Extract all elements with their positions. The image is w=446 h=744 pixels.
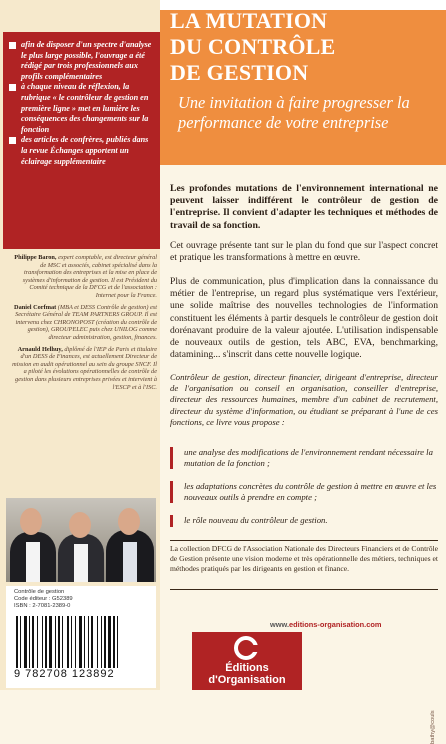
square-bullet-icon	[9, 42, 16, 49]
barcode-bar	[79, 616, 82, 668]
barcode-bar	[42, 616, 43, 668]
publisher-website[interactable]: www.editions-organisation.com	[270, 620, 382, 629]
barcode-bar	[108, 616, 111, 668]
features-box	[3, 32, 160, 249]
author-bio: Arnauld Helhuy, diplômé de l'IEP de Paris et titulaire d'un DESS de Finances, est actuellement Directeur de mission en audit opérationnel au sein du groupe SNCF. Il a piloté les évolutions opérationnelles de contrôle de gestion dans plusieurs entreprises privées et intervient à l'ESCP et à l'ISC.	[12, 345, 157, 391]
barcode-bar	[88, 616, 89, 668]
barcode-bar	[113, 616, 115, 668]
offer-item: une analyse des modifications de l'environnement rendant nécessaire la mutation de la fonction ;	[170, 447, 438, 469]
authors-photo	[6, 498, 156, 582]
offer-list	[170, 447, 438, 527]
intro-paragraph: Les profondes mutations de l'environnement international ne peuvent laisser indifférent le contrôleur de gestion de l'entreprise. Il convient d'adapter les techniques et méthodes de travail de sa fonction.	[170, 183, 438, 231]
barcode-bar	[104, 616, 106, 668]
offer-item: les adaptations concrètes du contrôle de gestion à mettre en œuvre et les nouveaux outils à prendre en compte ;	[170, 481, 438, 503]
divider	[170, 540, 438, 541]
barcode-bar	[32, 616, 34, 668]
square-bullet-icon	[9, 84, 16, 91]
feature-item: des articles de confrères, publiés dans la revue Échanges apportent un éclairage supplémentaire	[7, 135, 154, 167]
barcode-bar	[49, 616, 52, 668]
collection-note: La collection DFCG de l'Association Nationale des Directeurs Financiers et de Contrôle de Gestion présente une vision moderne et très opérationnelle des métiers, techniques et méthodes pratiqués par les dirigeants en gestion et finance.	[170, 544, 438, 573]
left-column	[0, 0, 160, 690]
barcode-bar	[55, 616, 56, 668]
barcode-bar	[62, 616, 63, 668]
shirt	[123, 542, 137, 582]
barcode-bar	[101, 616, 102, 668]
authors-bios	[10, 254, 157, 395]
barcode-panel	[6, 586, 156, 688]
publisher-logo-icon	[234, 636, 258, 660]
shirt	[26, 542, 40, 582]
barcode-bar	[37, 616, 38, 668]
offer-item: le rôle nouveau du contrôleur de gestion.	[170, 515, 438, 527]
author-head	[20, 508, 42, 535]
red-bar-icon	[170, 447, 173, 469]
barcode-bars	[16, 616, 141, 668]
title-line: DU CONTRÔLE	[170, 34, 336, 59]
red-bar-icon	[170, 515, 173, 527]
audience-paragraph: Contrôleur de gestion, directeur financier, dirigeant d'entreprise, directeur de l'organisation ou conseil en organisation, conseiller d'entreprise, directeur des ressources humaines, membre d'un cabinet de recrutement, directeur du système d'information, ou étudiant se préparant à l'une de ces fonctions, ce livre vous propose :	[170, 372, 438, 427]
barcode-info: Contrôle de gestion Code éditeur : G52389 ISBN : 2-7081-2389-0	[14, 589, 73, 609]
barcode-bar	[91, 616, 93, 668]
publisher-name: d'Organisation	[208, 674, 286, 686]
title-line: DE GESTION	[170, 60, 309, 85]
publisher-name: Éditions	[225, 662, 269, 674]
barcode-bar	[20, 616, 21, 668]
barcode-bar	[67, 616, 69, 668]
title-line: LA MUTATION	[170, 8, 328, 33]
isbn-number: 9 782708 123892	[14, 668, 115, 680]
body-paragraph: Cet ouvrage présente tant sur le plan du fond que sur l'aspect concret et pratique les transformations à mettre en œuvre.	[170, 240, 438, 264]
barcode-bar	[29, 616, 30, 668]
divider	[170, 589, 438, 590]
barcode-bar	[45, 616, 47, 668]
feature-item: afin de disposer d'un spectre d'analyse le plus large possible, l'ouvrage a été rédigé par trois professionnels aux profils complémentaires	[7, 40, 154, 82]
publisher-logo	[192, 632, 302, 690]
barcode-bar	[58, 616, 60, 668]
barcode-bar	[16, 616, 18, 668]
author-bio: Daniel Corfmat (MBA et DESS Contrôle de gestion) est Secrétaire Général de TEAM PARTNERS GROUP. Il est intervenu chez CHRONOPOST (création du contrôle de gestion), GROUPELEC puis chez UNILOG comme directeur administration, gestion, finances.	[14, 303, 157, 341]
body-paragraph: Plus de communication, plus d'implication dans la connaissance du métier de l'entreprise, un regard plus systématique vers l'extérieur, une solide maîtrise des nouvelles technologies de l'information constituent les éléments à partir desquels le contrôleur de gestion doit dorénavant produire de la valeur ajoutée. L'utilisation indispensable de nouveaux outils de gestion, tels ABC, EVA, benchmarking, datamining... s'inscrit dans cette nouvelle logique.	[170, 276, 438, 361]
book-subtitle: Une invitation à faire progresser la performance de votre entreprise	[178, 93, 410, 132]
square-bullet-icon	[9, 137, 16, 144]
barcode-bar	[75, 616, 76, 668]
author-bio: Philippe Baron, expert comptable, est directeur général de MSC et associés, cabinet spécialisé dans la transformation des entreprises et la mise en place de systèmes d'information de gestion. Il est Président du Comité technique de la DFCG et de l'association : Internet pour la France.	[14, 254, 157, 299]
barcode-bar	[117, 616, 118, 668]
barcode-bar	[97, 616, 98, 668]
red-bar-icon	[170, 481, 173, 503]
title-header	[160, 0, 446, 165]
barcode-bar	[24, 616, 27, 668]
author-head	[118, 508, 140, 535]
barcode-bar	[84, 616, 85, 668]
shirt	[74, 544, 88, 582]
author-head	[69, 512, 91, 538]
book-title	[170, 8, 440, 86]
feature-item: à chaque niveau de réflexion, la rubrique « le contrôleur de gestion en première ligne » met en lumière les conséquences des changements sur la fonction	[7, 82, 154, 135]
design-credit: bathy@couls	[430, 710, 436, 744]
barcode-bar	[71, 616, 72, 668]
